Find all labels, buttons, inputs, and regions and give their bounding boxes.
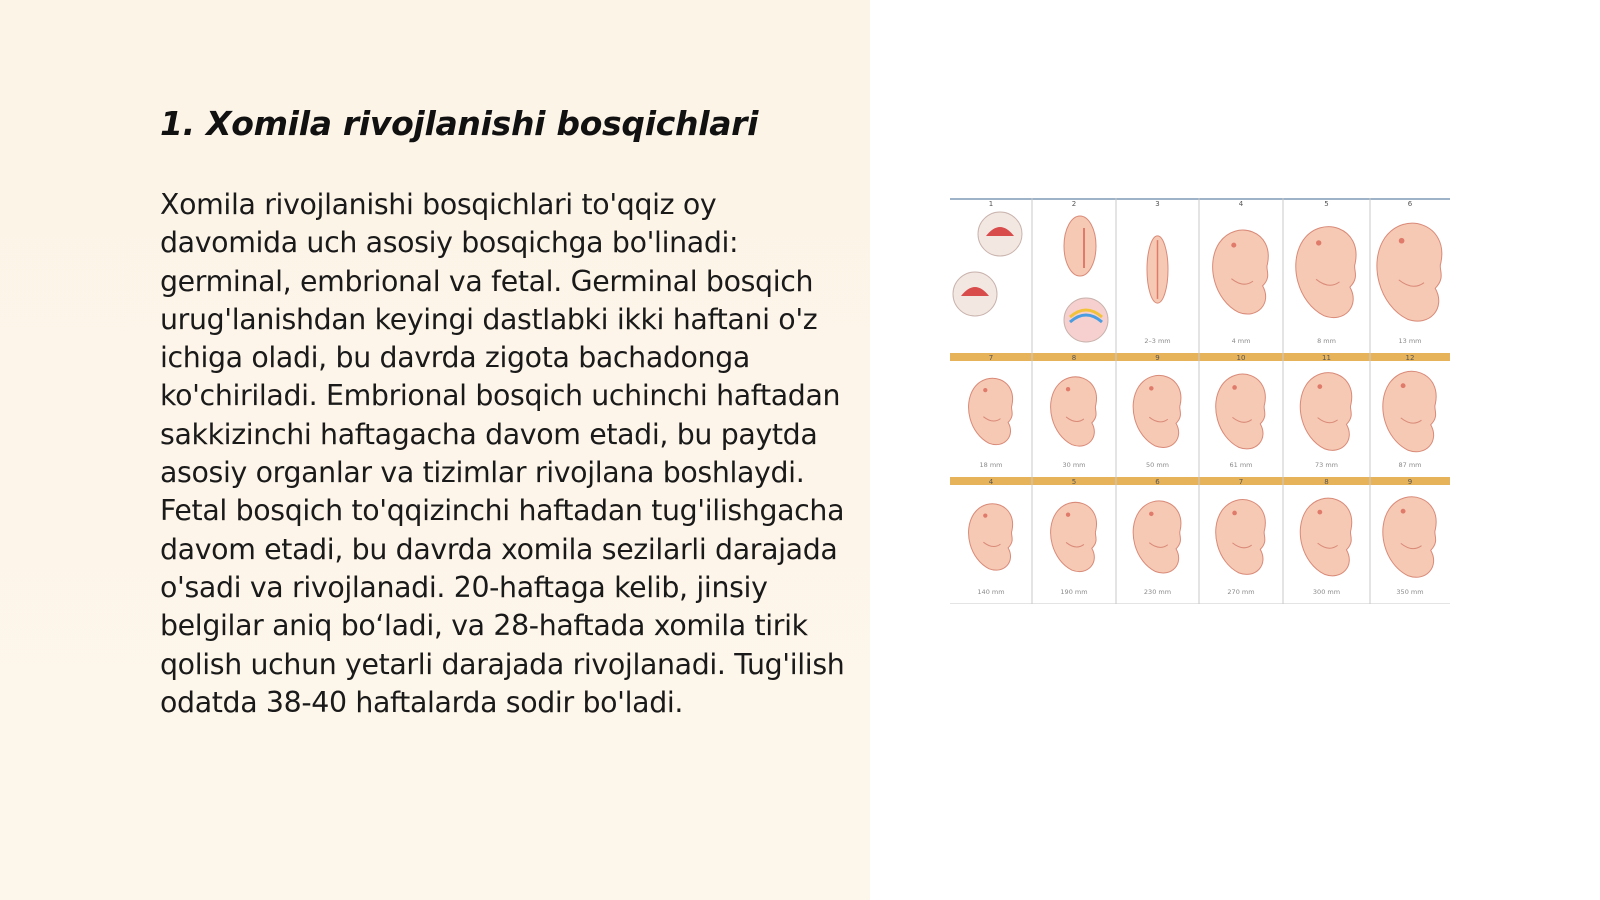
fetus-icon <box>1051 502 1097 571</box>
stage-cell <box>1032 198 1108 353</box>
fetal-stages-grid <box>950 198 1450 604</box>
stage-number: 7 <box>1238 478 1244 486</box>
stage-size-label: 8 mm <box>1317 337 1336 345</box>
row-band <box>950 353 1450 361</box>
stage-number: 4 <box>988 478 994 486</box>
stage-size-label: 61 mm <box>1229 461 1253 469</box>
stage-number: 10 <box>1236 354 1246 362</box>
fetus-icon <box>1300 498 1351 576</box>
slide-body-text: Xomila rivojlanishi bosqichlari to'qqiz oy davomida uch asosiy bosqichga bo'linadi: germinal, embrional va fetal. Germinal bosqich urug'lanishdan keyingi dastlabki ikki haftani o'z ichiga oladi, bu davrda zigota bachadonga ko'chiriladi. Embrional bosqich uchinchi haftadan sakkizinchi haftagacha davom etadi, bu paytda asosiy organlar va tizimlar rivojlana boshlaydi. Fetal bosqich to'qqizinchi haftadan tug'ilishgacha davom etadi, bu davrda xomila sezilarli darajada o'sadi va rivojlanadi. 20-haftaga kelib, jinsiy belgilar aniq bo‘ladi, va 28-haftada xomila tirik qolish uchun yetarli darajada rivojlanadi. Tug'ilish odatda 38-40 haftalarda sodir bo'ladi. <box>160 188 845 719</box>
stage-size-label: 13 mm <box>1398 337 1422 345</box>
stage-cell <box>1283 353 1352 477</box>
eye-icon <box>1317 510 1322 515</box>
stage-cell <box>1116 198 1171 353</box>
fetus-icon <box>969 378 1013 444</box>
stage-size-label: 18 mm <box>979 461 1003 469</box>
fetus-icon <box>969 504 1013 570</box>
stage-size-label: 30 mm <box>1062 461 1086 469</box>
stage-cell <box>969 478 1013 596</box>
eye-icon <box>1317 384 1322 389</box>
stage-number: 12 <box>1405 354 1415 362</box>
row-band <box>950 477 1450 485</box>
eye-icon <box>1066 513 1070 517</box>
fetus-icon <box>1133 375 1181 447</box>
slide-title: 1. Xomila rivojlanishi bosqichlari <box>160 104 759 143</box>
stage-size-label: 4 mm <box>1231 337 1251 345</box>
stage-cell <box>1370 477 1436 604</box>
eye-icon <box>1401 383 1406 388</box>
stage-cell <box>1199 477 1265 604</box>
eye-icon <box>1149 386 1153 390</box>
eye-icon <box>1066 387 1070 391</box>
stage-number: 11 <box>1322 354 1331 362</box>
stage-cell <box>1370 198 1442 353</box>
fetus-icon <box>1300 373 1351 451</box>
eye-icon <box>1232 511 1237 516</box>
eye-icon <box>1231 243 1236 248</box>
stage-number: 3 <box>1155 200 1160 208</box>
stage-number: 8 <box>1324 478 1329 486</box>
row-band <box>950 198 1450 200</box>
stage-number: 8 <box>1071 354 1077 362</box>
stage-number: 5 <box>1071 478 1077 486</box>
fetus-icon <box>1051 377 1097 446</box>
eye-icon <box>1232 385 1237 390</box>
stage-number: 9 <box>1407 478 1413 486</box>
stage-number: 6 <box>1155 478 1160 486</box>
stage-size-label: 300 mm <box>1312 588 1341 596</box>
eye-icon <box>1149 512 1153 516</box>
stage-size-label: 140 mm <box>977 588 1005 596</box>
stage-number: 1 <box>988 200 994 208</box>
stage-cell <box>1116 353 1181 477</box>
fetus-icon <box>1377 223 1442 321</box>
stage-cell <box>1032 353 1097 477</box>
eye-icon <box>1401 509 1406 514</box>
stage-number: 6 <box>1407 200 1413 208</box>
stage-number: 2 <box>1071 200 1077 208</box>
fetus-icon <box>1383 497 1436 577</box>
fetal-development-stages-image <box>950 198 1450 604</box>
stage-number: 4 <box>1238 200 1244 208</box>
eye-icon <box>983 388 987 392</box>
stage-cell <box>1370 353 1436 477</box>
fetus-icon <box>1216 374 1266 449</box>
stage-number: 5 <box>1324 200 1329 208</box>
fetus-icon <box>1383 371 1436 451</box>
stage-size-label: 230 mm <box>1143 588 1172 596</box>
stage-size-label: 270 mm <box>1227 588 1255 596</box>
stage-cell <box>1116 477 1181 604</box>
stage-size-label: 50 mm <box>1145 461 1170 469</box>
fetus-icon <box>1133 501 1181 573</box>
stage-size-label: 190 mm <box>1060 588 1088 596</box>
fetus-icon <box>1216 500 1266 575</box>
fetus-icon <box>1296 227 1356 318</box>
stage-number: 9 <box>1155 354 1160 362</box>
stage-size-label: 87 mm <box>1398 461 1422 469</box>
stage-cell <box>1032 477 1097 604</box>
stage-cell <box>1199 353 1265 477</box>
stage-cell <box>969 354 1013 469</box>
stage-cell <box>953 200 1022 316</box>
fetus-icon <box>1213 230 1269 314</box>
stage-size-label: 350 mm <box>1396 588 1424 596</box>
stage-number: 7 <box>988 354 994 362</box>
stage-cell <box>1199 198 1268 353</box>
stage-cell <box>1283 198 1356 353</box>
eye-icon <box>1316 240 1321 245</box>
embryo-icon <box>1064 216 1096 276</box>
eye-icon <box>983 513 987 517</box>
stage-cell <box>1283 477 1352 604</box>
stage-size-label: 2–3 mm <box>1144 337 1171 345</box>
eye-icon <box>1399 238 1405 244</box>
stage-size-label: 73 mm <box>1314 461 1339 469</box>
